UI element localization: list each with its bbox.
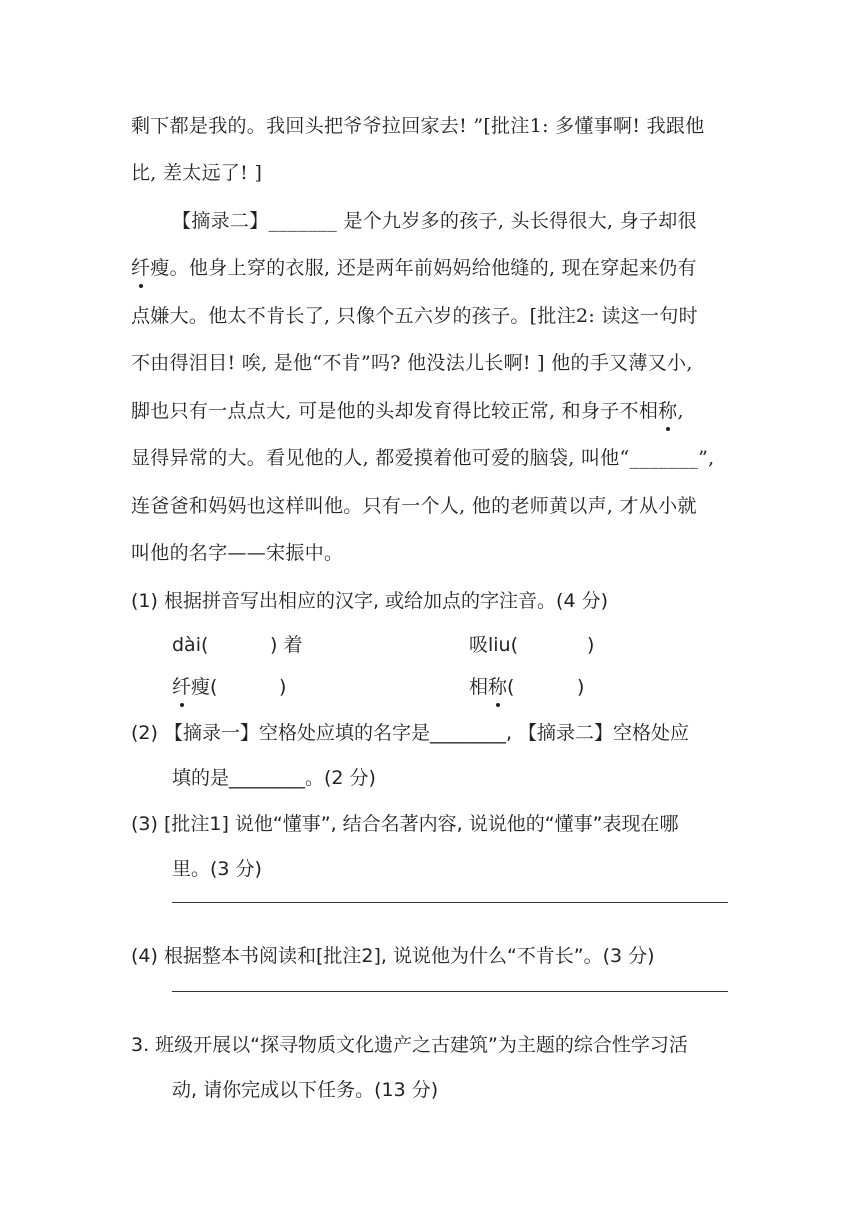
passage-line-7 bbox=[131, 397, 684, 425]
q1-item-xiangchen-open: ( bbox=[507, 676, 515, 698]
q1-dotted-chen: 称 bbox=[488, 673, 507, 701]
q1-item-liu-close: ) bbox=[587, 634, 595, 656]
q1-item-xianshou-close: ) bbox=[279, 676, 287, 698]
passage-line-8: 显得异常的大。看见他的人, 都爱摸着他可爱的脑袋, 叫他“_______”, bbox=[131, 447, 715, 469]
q1-item-xiangchen-text: 相 bbox=[469, 676, 489, 698]
passage-line-5: 点嫌大。他太不肯长了, 只像个五六岁的孩子。[批注2: 读这一句时 bbox=[131, 305, 698, 327]
task-3-line-1: 3. 班级开展以“探寻物质文化遗产之古建筑”为主题的综合性学习活 bbox=[131, 1034, 688, 1056]
question-3-line-2: 里。(3 分) bbox=[172, 858, 262, 880]
question-2-line-2: 填的是________。(2 分) bbox=[172, 767, 376, 789]
answer-line-q4[interactable] bbox=[172, 991, 728, 992]
question-3-line-1: (3) [批注1] 说他“懂事”, 结合名著内容, 说说他的“懂事”表现在哪 bbox=[131, 813, 679, 835]
q1-item-dai-close: ) 着 bbox=[270, 634, 303, 656]
q1-item-xiangchen-close: ) bbox=[577, 676, 585, 698]
q1-dotted-xian: 纤 bbox=[172, 673, 191, 701]
passage-line-4-text: 瘦。他身上穿的衣服, 还是两年前妈妈给他缝的, 现在穿起来仍有 bbox=[150, 257, 697, 279]
passage-line-4 bbox=[131, 254, 697, 282]
passage-line-1: 剩下都是我的。我回头把爷爷拉回家去! ”[批注1: 多懂事啊! 我跟他 bbox=[131, 115, 705, 137]
dotted-char-chen: 称 bbox=[658, 397, 677, 425]
passage-line-7-text: 脚也只有一点点大, 可是他的头却发育得比较正常, 和身子不相 bbox=[131, 400, 659, 422]
question-4-line-1: (4) 根据整本书阅读和[批注2], 说说他为什么“不肯长”。(3 分) bbox=[131, 945, 655, 967]
passage-line-10: 叫他的名字——宋振中。 bbox=[131, 542, 344, 564]
q1-item-liu: 吸liu( bbox=[469, 634, 519, 656]
q1-item-xianshou-text: 瘦( bbox=[191, 676, 218, 698]
q1-item-xiangchen bbox=[469, 673, 514, 701]
q1-item-xianshou bbox=[172, 673, 217, 701]
question-2-line-1: (2) 【摘录一】空格处应填的名字是________, 【摘录二】空格处应 bbox=[131, 722, 690, 744]
passage-line-2: 比, 差太远了! ] bbox=[131, 162, 263, 184]
task-3-line-2: 动, 请你完成以下任务。(13 分) bbox=[172, 1079, 439, 1101]
answer-line-q3[interactable] bbox=[172, 902, 728, 903]
passage-line-3: 【摘录二】_______ 是个九岁多的孩子, 头长得很大, 身子却很 bbox=[172, 210, 697, 232]
q1-item-dai: dài( bbox=[172, 634, 209, 656]
passage-line-7-end: , bbox=[677, 400, 684, 422]
passage-line-6: 不由得泪目! 唉, 是他“不肯”吗? 他没法儿长啊! ] 他的手又薄又小, bbox=[131, 352, 693, 374]
question-1-stem: (1) 根据拼音写出相应的汉字, 或给加点的字注音。(4 分) bbox=[131, 590, 608, 612]
passage-line-9: 连爸爸和妈妈也这样叫他。只有一个人, 他的老师黄以声, 才从小就 bbox=[131, 495, 697, 517]
dotted-char-xian: 纤 bbox=[131, 254, 150, 282]
